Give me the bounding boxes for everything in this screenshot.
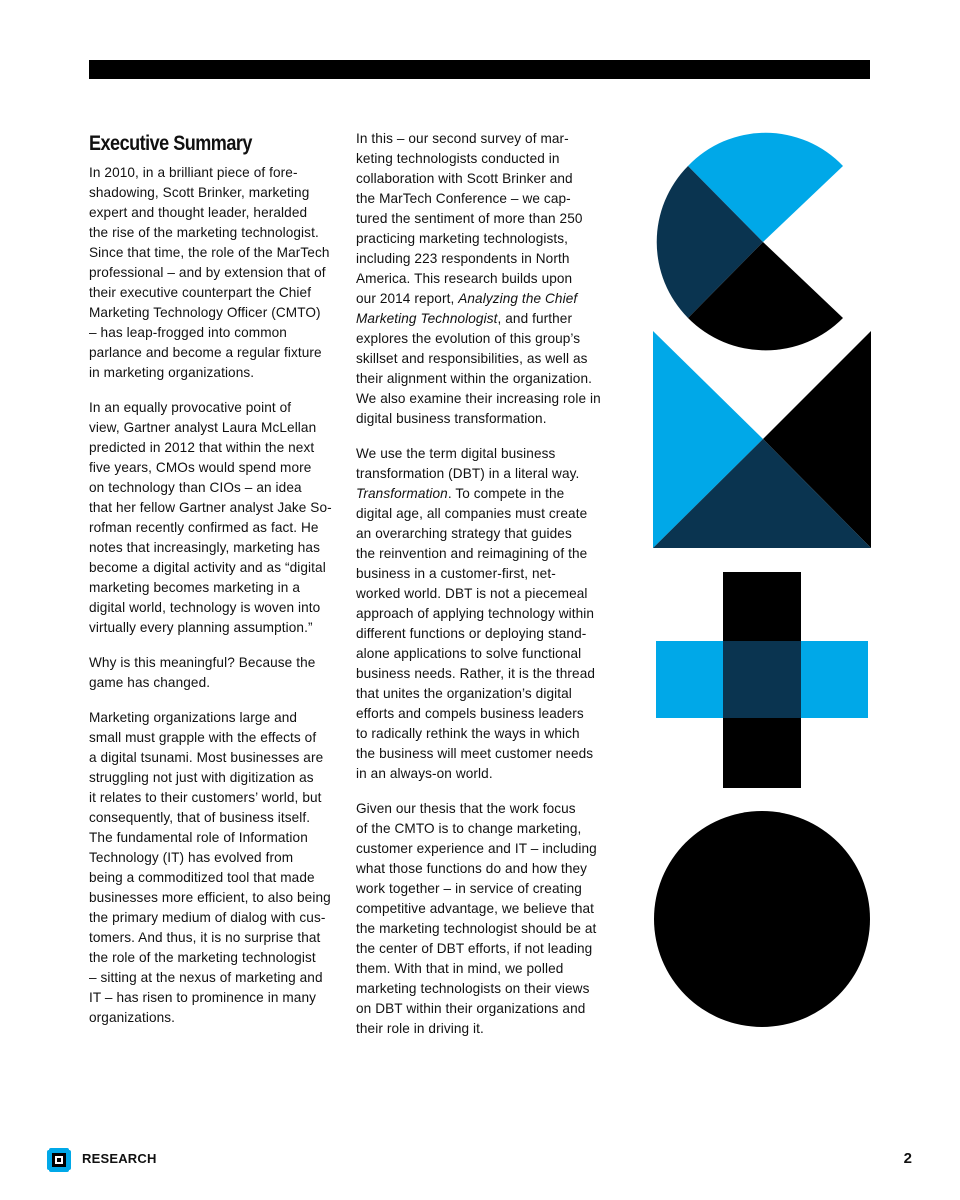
text-line: the MarTech Conference – we cap- (356, 191, 571, 206)
black-circle-shape (654, 811, 870, 1027)
text-line: of the CMTO is to change marketing, (356, 821, 582, 836)
text-line: five years, CMOs would spend more (89, 460, 312, 475)
triangles-square-shape (653, 331, 871, 548)
thesis-paragraph (356, 799, 608, 1039)
text-line: on technology than CIOs – an idea (89, 480, 302, 495)
dbt-paragraph-lines (356, 446, 579, 481)
text-line: the marketing technologist should be at (356, 921, 597, 936)
text-line: small must grapple with the effects of (89, 730, 317, 745)
report-prefix: our 2014 report, (356, 291, 459, 306)
text-line: the reinvention and reimagining of the (356, 546, 588, 561)
text-line: Since that time, the role of the MarTech (89, 245, 330, 260)
text-line: what those functions do and how they (356, 861, 588, 876)
text-line: Marketing Technology Officer (CMTO) (89, 305, 321, 320)
text-line: it relates to their customers’ world, but (89, 790, 322, 805)
text-line: notes that increasingly, marketing has (89, 540, 320, 555)
text-line: predicted in 2012 that within the next (89, 440, 315, 455)
text-line: parlance and become a regular fixture (89, 345, 322, 360)
text-line: the rise of the marketing technologist. (89, 225, 319, 240)
text-line: IT – has risen to prominence in many (89, 990, 317, 1005)
text-line: in marketing organizations. (89, 365, 255, 380)
text-line: business needs. Rather, it is the thread (356, 666, 596, 681)
text-line: America. This research builds upon (356, 271, 573, 286)
middle-column (356, 129, 608, 1054)
text-line: worked world. DBT is not a piecemeal (356, 586, 588, 601)
text-line: view, Gartner analyst Laura McLellan (89, 420, 317, 435)
research-logo-icon (46, 1147, 72, 1173)
text-line: alone applications to solve functional (356, 646, 582, 661)
text-line: – sitting at the nexus of marketing and (89, 970, 323, 985)
text-line: struggling not just with digitization as (89, 770, 314, 785)
survey-report-line (356, 291, 577, 306)
text-line: organizations. (89, 1010, 176, 1025)
text-line: shadowing, Scott Brinker, marketing (89, 185, 310, 200)
survey-paragraph (356, 129, 608, 429)
text-line: marketing becomes marketing in a (89, 580, 300, 595)
text-line: a digital tsunami. Most businesses are (89, 750, 324, 765)
text-line: transformation (DBT) in a literal way. (356, 466, 580, 481)
text-line: practicing marketing technologists, (356, 231, 569, 246)
text-line: that unites the organization’s digital (356, 686, 572, 701)
summary-paragraph-3 (89, 653, 339, 693)
text-line: Marketing organizations large and (89, 710, 298, 725)
survey-paragraph-tail (356, 331, 601, 426)
section-title: Executive Summary (89, 132, 252, 155)
text-line: Why is this meaningful? Because the (89, 655, 316, 670)
decorative-geometric-art (645, 125, 880, 1035)
text-line: efforts and compels business leaders (356, 706, 584, 721)
dbt-paragraph-tail (356, 506, 595, 781)
text-line: their role in driving it. (356, 1021, 484, 1036)
text-line: their alignment within the organization. (356, 371, 592, 386)
text-line: We use the term digital business (356, 446, 556, 461)
text-line: explores the evolution of this group’s (356, 331, 581, 346)
text-line: the primary medium of dialog with cus- (89, 910, 326, 925)
plus-center-overlap (723, 641, 801, 718)
summary-paragraph-2 (89, 398, 339, 638)
text-line: In 2010, in a brilliant piece of fore- (89, 165, 298, 180)
text-line: collaboration with Scott Brinker and (356, 171, 573, 186)
dbt-after-emphasis: . To compete in the (447, 486, 565, 501)
footer-label: RESEARCH (82, 1151, 157, 1166)
text-line: customer experience and IT – including (356, 841, 597, 856)
text-line: skillset and responsibilities, as well as (356, 351, 588, 366)
text-line: The fundamental role of Information (89, 830, 308, 845)
report-title-part-2: Marketing Technologist (356, 311, 498, 326)
text-line: approach of applying technology within (356, 606, 595, 621)
text-line: their executive counterpart the Chief (89, 285, 312, 300)
quarter-circle-shape (657, 133, 843, 351)
survey-report-line-2 (356, 311, 572, 326)
text-line: become a digital activity and as “digital (89, 560, 326, 575)
text-line: digital age, all companies must create (356, 506, 588, 521)
text-line: expert and thought leader, heralded (89, 205, 308, 220)
dbt-emphasis: Transformation (356, 486, 448, 501)
summary-paragraph-1 (89, 163, 339, 383)
text-line: on DBT within their organizations and (356, 1001, 586, 1016)
text-line: We also examine their increasing role in (356, 391, 601, 406)
text-line: the center of DBT efforts, if not leading (356, 941, 593, 956)
text-line: keting technologists conducted in (356, 151, 560, 166)
text-line: – has leap-frogged into common (89, 325, 287, 340)
text-line: businesses more efficient, to also being (89, 890, 331, 905)
text-line: competitive advantage, we believe that (356, 901, 595, 916)
text-line: rofman recently confirmed as fact. He (89, 520, 319, 535)
dbt-emphasis-line (356, 486, 564, 501)
text-line: them. With that in mind, we polled (356, 961, 564, 976)
left-column (89, 131, 339, 1043)
summary-paragraph-4 (89, 708, 339, 1028)
text-line: in an always-on world. (356, 766, 493, 781)
page-number: 2 (903, 1150, 912, 1167)
text-line: different functions or deploying stand- (356, 626, 587, 641)
header-rule (89, 60, 870, 79)
text-line: being a commoditized tool that made (89, 870, 315, 885)
report-title-part-1: Analyzing the Chief (458, 291, 578, 306)
text-line: including 223 respondents in North (356, 251, 570, 266)
text-line: the business will meet customer needs (356, 746, 594, 761)
text-line: work together – in service of creating (356, 881, 582, 896)
text-line: to radically rethink the ways in which (356, 726, 580, 741)
text-line: the role of the marketing technologist (89, 950, 316, 965)
report-suffix: , and further (497, 311, 573, 326)
survey-paragraph-lines (356, 131, 583, 286)
text-line: that her fellow Gartner analyst Jake So- (89, 500, 332, 515)
dbt-paragraph (356, 444, 608, 784)
text-line: game has changed. (89, 675, 211, 690)
text-line: tured the sentiment of more than 250 (356, 211, 583, 226)
text-line: an overarching strategy that guides (356, 526, 572, 541)
text-line: Given our thesis that the work focus (356, 801, 576, 816)
text-line: tomers. And thus, it is no surprise that (89, 930, 321, 945)
text-line: digital business transformation. (356, 411, 547, 426)
text-line: marketing technologists on their views (356, 981, 590, 996)
text-line: virtually every planning assumption.” (89, 620, 313, 635)
text-line: Technology (IT) has evolved from (89, 850, 294, 865)
text-line: digital world, technology is woven into (89, 600, 321, 615)
text-line: In this – our second survey of mar- (356, 131, 569, 146)
plus-shape (656, 572, 868, 788)
text-line: consequently, that of business itself. (89, 810, 311, 825)
text-line: business in a customer-first, net- (356, 566, 556, 581)
text-line: In an equally provocative point of (89, 400, 292, 415)
text-line: professional – and by extension that of (89, 265, 326, 280)
